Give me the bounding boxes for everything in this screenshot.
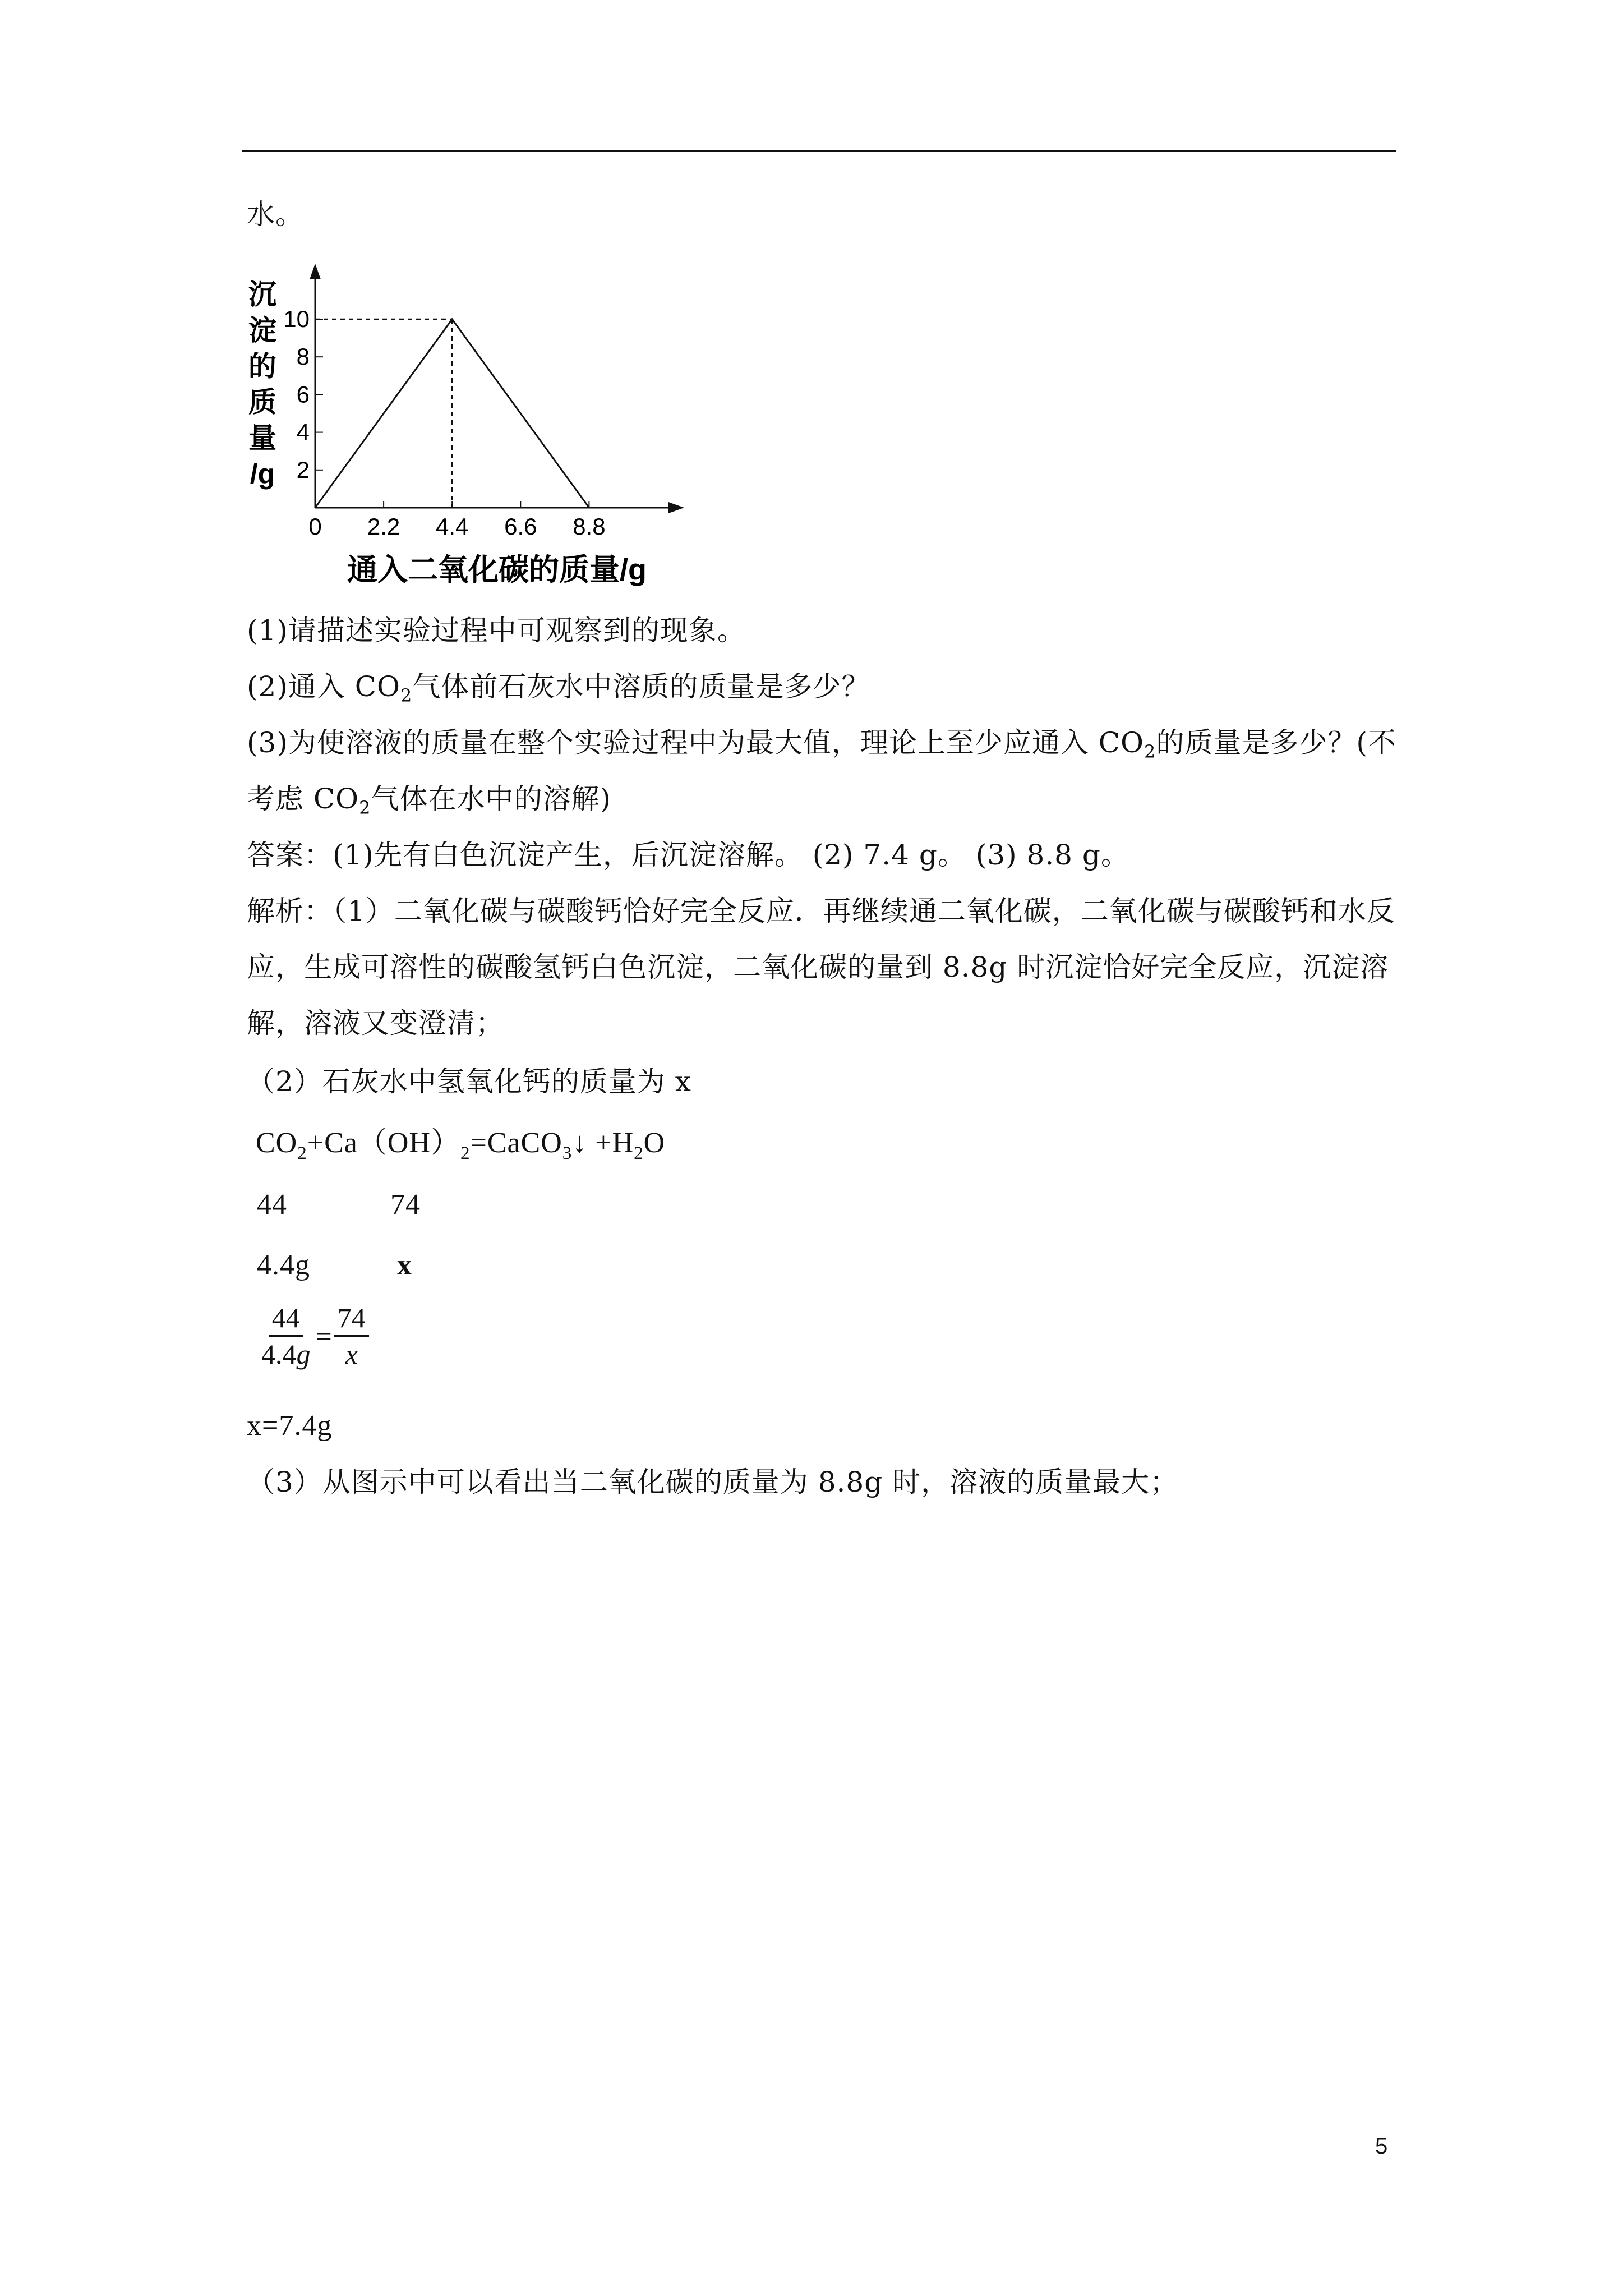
y-axis-label-char: 淀 bbox=[248, 315, 276, 346]
proportion-equation: $\frac{44}{4.4g}$ = $\frac{74}{x}$ bbox=[258, 1300, 369, 1372]
analysis-line-4: （2）石灰水中氢氧化钙的质量为 x bbox=[247, 1065, 691, 1098]
intro-text: 水。 bbox=[247, 198, 304, 231]
ratio-row-1-right: 74 bbox=[390, 1189, 421, 1221]
x-axis-label: 通入二氧化碳的质量/g bbox=[347, 553, 647, 587]
ratio-row-1-left: 44 bbox=[257, 1189, 287, 1221]
y-axis-label-char: 的 bbox=[248, 351, 276, 382]
x-tick-label: 2.2 bbox=[367, 513, 400, 540]
question-3: (3)为使溶液的质量在整个实验过程中为最大值，理论上至少应通入 $CO_2$的质量是多少？(不 bbox=[247, 726, 1396, 762]
y-axis-arrow bbox=[310, 264, 321, 279]
header-rule bbox=[242, 150, 1396, 152]
y-axis-label-char: 质 bbox=[248, 386, 276, 418]
page-number: 5 bbox=[1375, 2134, 1388, 2159]
analysis-line-3: 解，溶液又变澄清； bbox=[247, 1007, 504, 1039]
x-axis-arrow bbox=[668, 502, 684, 513]
fraction-left: $\frac{44}{4.4g}$ bbox=[258, 1300, 314, 1372]
question-2: (2)通入 $CO_2$气体前石灰水中溶质的质量是多少？ bbox=[247, 670, 870, 706]
question-1: (1)请描述实验过程中可观察到的现象。 bbox=[247, 614, 746, 647]
chemical-equation: $CO_2+Ca(OH)_2=CaCO_3↓ +H_2O$ bbox=[256, 1127, 666, 1163]
chart-series bbox=[315, 319, 589, 508]
y-tick-label: 4 bbox=[296, 418, 310, 445]
x-tick-label: 6.6 bbox=[504, 513, 537, 540]
analysis-line-2: 应，生成可溶性的碳酸氢钙白色沉淀，二氧化碳的量到 8.8g 时沉淀恰好完全反应，沉淀溶 bbox=[247, 951, 1389, 983]
y-tick-label: 10 bbox=[283, 306, 310, 332]
ratio-row-2-left: 4.4g bbox=[257, 1249, 310, 1281]
y-axis-label-char: 沉 bbox=[248, 279, 276, 310]
precipitate-chart bbox=[241, 252, 707, 589]
chart-ticks bbox=[283, 306, 605, 540]
result-line: x=7.4g bbox=[247, 1410, 333, 1442]
x-tick-label: 0 bbox=[308, 513, 322, 540]
x-tick-label: 8.8 bbox=[573, 513, 606, 540]
y-axis-label-char: 量 bbox=[248, 422, 276, 454]
answer-line: 答案：(1)先有白色沉淀产生，后沉淀溶解。 (2) 7.4 g。 (3) 8.8 g。 bbox=[247, 839, 1129, 871]
y-tick-label: 2 bbox=[296, 456, 310, 483]
conclusion-line: （3）从图示中可以看出当二氧化碳的质量为 8.8g 时，溶液的质量最大； bbox=[247, 1466, 1179, 1498]
x-tick-label: 4.4 bbox=[436, 513, 469, 540]
y-tick-label: 8 bbox=[296, 343, 310, 370]
fraction-right: $\frac{74}{x}$ bbox=[334, 1300, 369, 1372]
question-3-continued: 考虑 $CO_2$气体在水中的溶解) bbox=[247, 783, 612, 818]
y-tick-label: 6 bbox=[296, 381, 310, 408]
chart-axes bbox=[310, 264, 684, 513]
y-axis-label-char: /g bbox=[250, 458, 275, 490]
ratio-row-2-right: x bbox=[397, 1249, 412, 1281]
analysis-line-1: 解析：（1）二氧化碳与碳酸钙恰好完全反应．再继续通二氧化碳，二氧化碳与碳酸钙和水反 bbox=[247, 895, 1395, 927]
